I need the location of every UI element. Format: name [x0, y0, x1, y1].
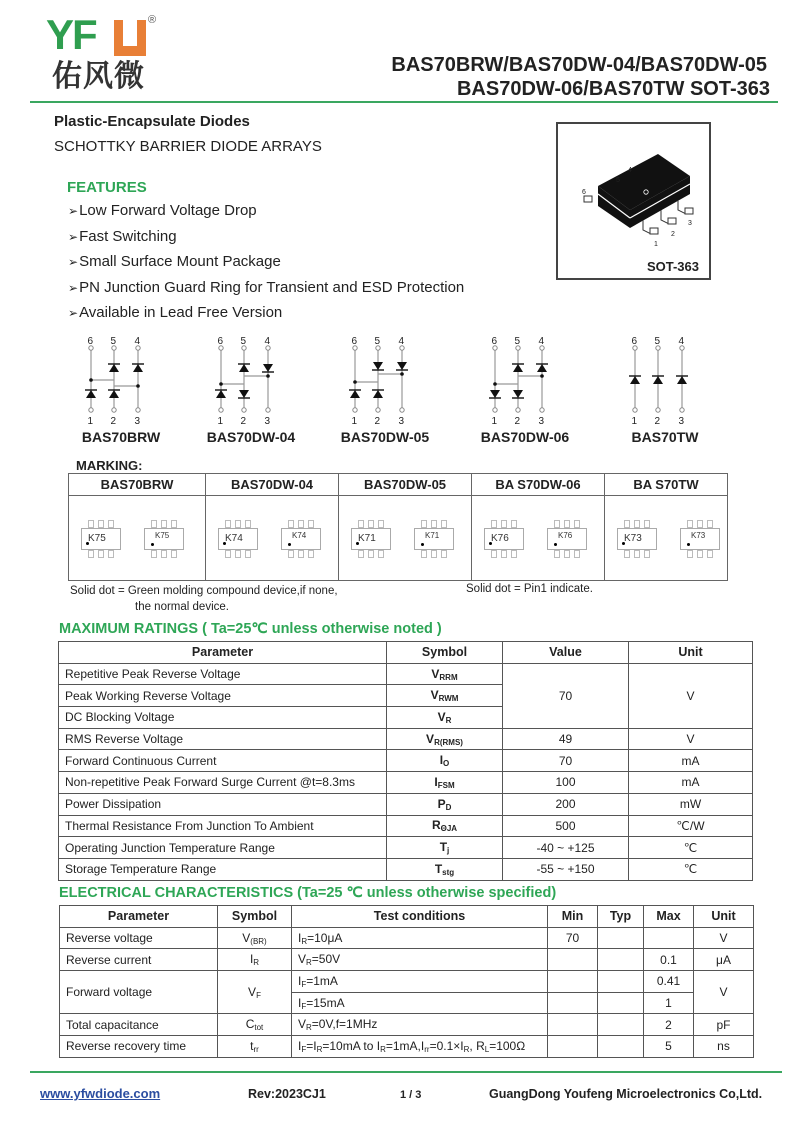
diode-icon [373, 362, 383, 370]
max-cell: 0.1 [644, 949, 694, 971]
svg-text:4: 4 [628, 167, 632, 174]
test-condition-cell: $I_F=I_R=10mA$ to $I_R=1mA,I_{rr}=0.1\times I_R$, $R_L=100\Omega$ [292, 1036, 548, 1058]
parameter-cell: Forward Continuous Current [59, 750, 387, 772]
circuit-diagram [325, 336, 445, 448]
diode-icon [537, 364, 547, 372]
min-cell [548, 971, 598, 993]
max-cell: 5 [644, 1036, 694, 1058]
pin-label: 6 [217, 336, 224, 347]
marking-code: K73 [691, 531, 706, 540]
symbol-cell: $V_F$ [218, 971, 292, 1014]
website-link[interactable]: www.yfwdiode.com [40, 1086, 161, 1101]
unit-cell: ℃ [629, 858, 753, 880]
electrical-characteristics-heading: ELECTRICAL CHARACTERISTICS (Ta=25 ℃ unless otherwise specified) [59, 885, 557, 901]
diode-schematic-icon [465, 336, 575, 428]
parameter-cell: Non-repetitive Peak Forward Surge Current @t=8.3ms [59, 772, 387, 794]
feature-item: ➢Fast Switching [68, 227, 177, 245]
pin-label: 1 [87, 416, 94, 427]
diode-icon [216, 390, 226, 398]
table-row [59, 728, 753, 750]
diode-icon [350, 390, 360, 398]
value-cell: -40 ~ +125 [503, 837, 629, 859]
parameter-cell: DC Blocking Voltage [59, 707, 387, 729]
pin-label: 6 [491, 336, 498, 347]
table-row [60, 1014, 754, 1036]
value-cell: -55 ~ +150 [503, 858, 629, 880]
circuit-part-name: BAS70DW-04 [206, 429, 296, 445]
marking-chip-icon [484, 528, 524, 550]
circuit-part-name: BAS70DW-06 [480, 429, 570, 445]
value-cell: 70 [503, 750, 629, 772]
package-label: SOT-363 [646, 259, 699, 274]
revision: Rev:2023CJ1 [248, 1087, 326, 1101]
page-number: 1 / 3 [400, 1089, 422, 1101]
diode-schematic-icon [191, 336, 301, 428]
diode-schematic-icon [325, 336, 435, 428]
pin-label: 2 [374, 416, 381, 427]
marking-column-header: BAS70DW-05 [339, 474, 472, 496]
unit-cell: ℃ [629, 837, 753, 859]
product-type: SCHOTTKY BARRIER DIODE ARRAYS [54, 138, 322, 155]
sot363-package-icon [558, 124, 709, 278]
feature-item: ➢Available in Lead Free Version [68, 304, 283, 321]
pin-label: 2 [240, 416, 247, 427]
symbol-cell: $I_{FSM}$ [387, 772, 503, 794]
unit-cell: pF [694, 1014, 754, 1036]
diode-icon [677, 376, 687, 384]
table-row [59, 793, 753, 815]
symbol-cell: $t_{rr}$ [218, 1036, 292, 1058]
marking-column-header: BA S70DW-06 [472, 474, 605, 496]
document-title-line2: BAS70DW-06/BAS70TW SOT-363 [456, 78, 770, 100]
logo-u-mark [114, 20, 146, 56]
diode-icon [630, 376, 640, 384]
diode-icon [109, 364, 119, 372]
pin-label: 5 [514, 336, 521, 347]
parameter-cell: Repetitive Peak Reverse Voltage [59, 663, 387, 685]
test-condition-cell: $I_R=10\mu A$ [292, 927, 548, 949]
diode-icon [109, 390, 119, 398]
pin-label: 6 [351, 336, 358, 347]
marking-cell [472, 496, 605, 580]
diode-icon [513, 390, 523, 398]
table-row [60, 971, 754, 993]
footer-divider [30, 1071, 782, 1073]
pin-label: 5 [374, 336, 381, 347]
table-row [60, 1036, 754, 1058]
min-cell [548, 1014, 598, 1036]
circuit-part-name: BAS70TW [631, 429, 699, 445]
pin-label: 4 [264, 336, 271, 347]
pin-label: 3 [538, 416, 545, 427]
header-divider [30, 101, 778, 103]
registered-mark: ® [148, 14, 157, 26]
marking-cell [605, 496, 727, 580]
min-cell [548, 949, 598, 971]
marking-code: K74 [225, 533, 243, 544]
feature-item: ➢PN Junction Guard Ring for Transient and ESD Protection [68, 278, 465, 296]
marking-chip-icon [547, 528, 587, 550]
circuit-diagram [465, 336, 585, 448]
pin-label: 3 [678, 416, 685, 427]
unit-cell: V [694, 971, 754, 1014]
marking-chip-icon [218, 528, 258, 550]
marking-note-pin1: Solid dot = Pin1 indicate. [466, 583, 593, 595]
marking-code: K73 [624, 533, 642, 544]
typ-cell [598, 1036, 644, 1058]
marking-chip-icon [414, 528, 454, 550]
parameter-cell: Total capacitance [60, 1014, 218, 1036]
max-cell: 1 [644, 992, 694, 1014]
diode-schematic-icon [61, 336, 171, 428]
circuit-part-name: BAS70DW-05 [340, 429, 430, 445]
max-ratings-table [58, 641, 753, 881]
marking-heading: MARKING: [76, 458, 143, 473]
parameter-cell: RMS Reverse Voltage [59, 728, 387, 750]
symbol-cell: $V_{R(RMS)}$ [387, 728, 503, 750]
marking-chip-icon [351, 528, 391, 550]
circuit-diagram [605, 336, 725, 448]
unit-cell: mW [629, 793, 753, 815]
marking-code: K71 [358, 533, 376, 544]
diode-schematic-icon [605, 336, 715, 428]
pin-label: 1 [631, 416, 638, 427]
marking-cell [206, 496, 339, 580]
min-cell: 70 [548, 927, 598, 949]
parameter-cell: Operating Junction Temperature Range [59, 837, 387, 859]
circuit-part-name: BAS70BRW [81, 429, 161, 445]
logo-chinese-text: 佑风微 [52, 59, 145, 94]
pin-label: 3 [134, 416, 141, 427]
marking-chip-icon [281, 528, 321, 550]
table-row [59, 663, 753, 685]
unit-cell: V [629, 728, 753, 750]
table-row [60, 949, 754, 971]
circuit-diagram [191, 336, 311, 448]
parameter-cell: Reverse recovery time [60, 1036, 218, 1058]
table-row [60, 927, 754, 949]
svg-text:3: 3 [688, 220, 692, 227]
feature-item: ➢Small Surface Mount Package [68, 253, 281, 270]
features-list [68, 200, 464, 328]
unit-cell: V [694, 927, 754, 949]
value-cell: 100 [503, 772, 629, 794]
marking-code: K74 [292, 531, 307, 540]
typ-cell [598, 971, 644, 993]
unit-cell: mA [629, 772, 753, 794]
features-heading: FEATURES [67, 179, 147, 196]
symbol-cell: $V_R$ [387, 707, 503, 729]
table-row [59, 837, 753, 859]
pin-label: 4 [538, 336, 545, 347]
diode-icon [239, 364, 249, 372]
test-condition-cell: $I_F=15mA$ [292, 992, 548, 1014]
diode-icon [653, 376, 663, 384]
value-cell: 70 [503, 663, 629, 728]
marking-code: K75 [155, 531, 170, 540]
marking-column-header: BAS70BRW [69, 474, 206, 496]
bullet-arrow-icon: ➢ [68, 229, 79, 244]
marking-chip-icon [81, 528, 121, 550]
bullet-arrow-icon: ➢ [68, 280, 79, 295]
pin-label: 6 [87, 336, 94, 347]
pin-label: 5 [240, 336, 247, 347]
marking-note-green: Solid dot = Green molding compound device,if none, the normal device. [70, 585, 338, 613]
value-cell: 500 [503, 815, 629, 837]
diode-icon [239, 390, 249, 398]
symbol-cell: $I_R$ [218, 949, 292, 971]
pin-label: 6 [631, 336, 638, 347]
pin-label: 3 [264, 416, 271, 427]
diode-icon [263, 364, 273, 372]
symbol-cell: $R_{\Theta JA}$ [387, 815, 503, 837]
typ-cell [598, 1014, 644, 1036]
typ-cell [598, 949, 644, 971]
unit-cell: ns [694, 1036, 754, 1058]
marking-cell [69, 496, 206, 580]
test-condition-cell: $I_F=1mA$ [292, 971, 548, 993]
marking-chip-icon [680, 528, 720, 550]
symbol-cell: $V_{(BR)}$ [218, 927, 292, 949]
diode-icon [513, 364, 523, 372]
table-row [59, 750, 753, 772]
parameter-cell: Forward voltage [60, 971, 218, 1014]
table-header-row: Parameter Symbol Value Unit [59, 642, 753, 664]
svg-text:2: 2 [671, 231, 675, 238]
circuit-diagram [61, 336, 181, 448]
min-cell [548, 1036, 598, 1058]
pin-label: 1 [217, 416, 224, 427]
max-ratings-heading: MAXIMUM RATINGS ( Ta=25℃ unless otherwise noted ) [59, 621, 442, 637]
parameter-cell: Peak Working Reverse Voltage [59, 685, 387, 707]
svg-text:1: 1 [654, 241, 658, 248]
pin-label: 1 [491, 416, 498, 427]
max-cell: 0.41 [644, 971, 694, 993]
pin-label: 4 [678, 336, 685, 347]
diode-icon [133, 364, 143, 372]
pin-label: 2 [514, 416, 521, 427]
diode-icon [397, 362, 407, 370]
pin-label: 5 [654, 336, 661, 347]
diode-icon [86, 390, 96, 398]
table-row [59, 858, 753, 880]
product-category: Plastic-Encapsulate Diodes [54, 113, 250, 130]
feature-item: ➢Low Forward Voltage Drop [68, 202, 257, 219]
parameter-cell: Storage Temperature Range [59, 858, 387, 880]
symbol-cell: $C_{tot}$ [218, 1014, 292, 1036]
table-row [59, 815, 753, 837]
company-name: GuangDong Youfeng Microelectronics Co,Ltd. [489, 1087, 763, 1101]
test-condition-cell: $V_R=0V,f=1MHz$ [292, 1014, 548, 1036]
parameter-cell: Thermal Resistance From Junction To Ambient [59, 815, 387, 837]
unit-cell: ℃/W [629, 815, 753, 837]
svg-text:5: 5 [616, 177, 620, 184]
document-title-line1: BAS70BRW/BAS70DW-04/BAS70DW-05 [391, 54, 767, 76]
marking-column-header: BA S70TW [605, 474, 727, 496]
marking-code: K75 [88, 533, 106, 544]
pin-label: 3 [398, 416, 405, 427]
parameter-cell: Reverse voltage [60, 927, 218, 949]
value-cell: 49 [503, 728, 629, 750]
max-cell: 2 [644, 1014, 694, 1036]
package-image-box [556, 122, 711, 280]
marking-code: K71 [425, 531, 440, 540]
pin-label: 4 [134, 336, 141, 347]
diode-icon [373, 390, 383, 398]
bullet-arrow-icon: ➢ [68, 255, 79, 269]
pin-label: 2 [110, 416, 117, 427]
unit-cell: μA [694, 949, 754, 971]
symbol-cell: $P_D$ [387, 793, 503, 815]
bullet-arrow-icon: ➢ [68, 306, 79, 320]
marking-table [68, 473, 728, 581]
table-header-row: Parameter Symbol Test conditions Min Typ Max Unit [60, 906, 754, 928]
typ-cell [598, 927, 644, 949]
pin-label: 2 [654, 416, 661, 427]
pin-label: 4 [398, 336, 405, 347]
electrical-characteristics-table [59, 905, 754, 1058]
typ-cell [598, 992, 644, 1014]
test-condition-cell: $V_R=50V$ [292, 949, 548, 971]
parameter-cell: Power Dissipation [59, 793, 387, 815]
pin-label: 5 [110, 336, 117, 347]
min-cell [548, 992, 598, 1014]
marking-cell [339, 496, 472, 580]
marking-code: K76 [558, 531, 573, 540]
bullet-arrow-icon: ➢ [68, 204, 79, 218]
table-row [59, 772, 753, 794]
company-logo [46, 11, 161, 94]
symbol-cell: $V_{RRM}$ [387, 663, 503, 685]
unit-cell: mA [629, 750, 753, 772]
svg-text:6: 6 [582, 189, 586, 196]
unit-cell: V [629, 663, 753, 728]
marking-chip-icon [617, 528, 657, 550]
marking-column-header: BAS70DW-04 [206, 474, 339, 496]
max-cell [644, 927, 694, 949]
diode-icon [490, 390, 500, 398]
marking-chip-icon [144, 528, 184, 550]
symbol-cell: $I_O$ [387, 750, 503, 772]
pin-label: 1 [351, 416, 358, 427]
parameter-cell: Reverse current [60, 949, 218, 971]
logo-text: YF [46, 11, 96, 58]
symbol-cell: $V_{RWM}$ [387, 685, 503, 707]
value-cell: 200 [503, 793, 629, 815]
symbol-cell: $T_{stg}$ [387, 858, 503, 880]
marking-code: K76 [491, 533, 509, 544]
symbol-cell: $T_j$ [387, 837, 503, 859]
